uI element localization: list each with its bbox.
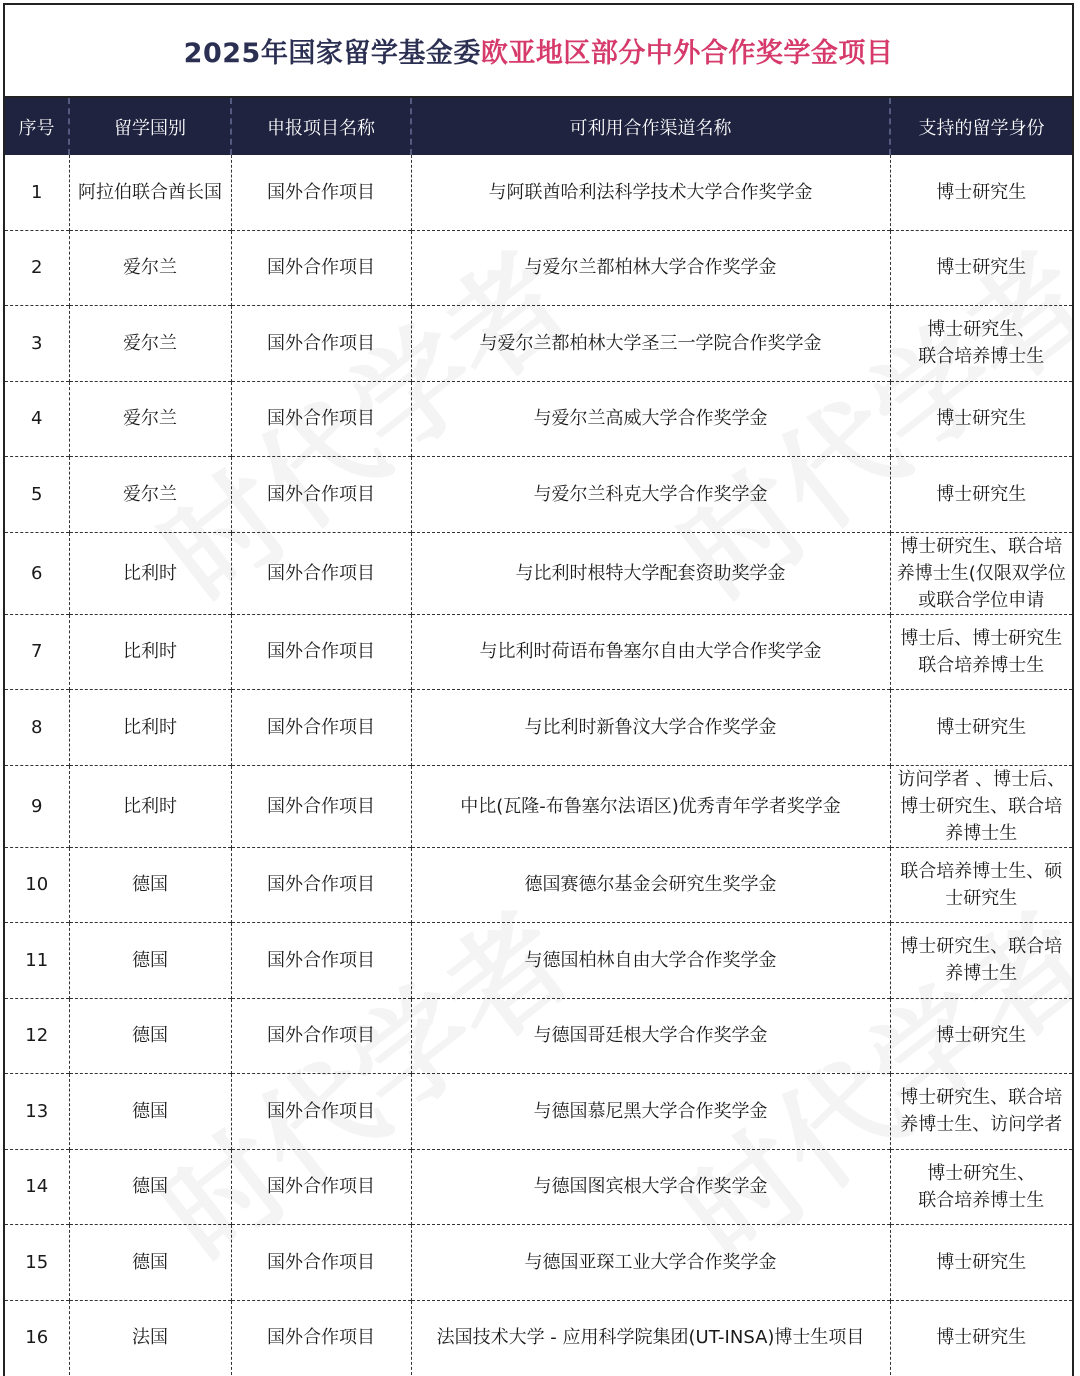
project-name-cell: 国外合作项目: [231, 306, 411, 382]
identity-cell: 博士研究生、 联合培养博士生: [890, 1149, 1072, 1225]
table-row: [5, 1225, 1072, 1301]
channel-name-cell: 与德国图宾根大学合作奖学金: [411, 1149, 890, 1225]
project-name-cell: 国外合作项目: [231, 381, 411, 457]
country-cell: 爱尔兰: [69, 230, 231, 306]
table-header-row: [5, 98, 1072, 155]
identity-cell: 博士研究生、 联合培养博士生: [890, 306, 1072, 382]
country-cell: 比利时: [69, 690, 231, 766]
scholarship-table: [5, 98, 1072, 1375]
identity-cell: 博士研究生: [890, 381, 1072, 457]
header-project: 申报项目名称: [231, 98, 411, 155]
project-name-cell: 国外合作项目: [231, 847, 411, 923]
table-row: [5, 614, 1072, 690]
row-number-cell: 14: [5, 1149, 69, 1225]
identity-cell: 博士研究生: [890, 155, 1072, 230]
country-cell: 法国: [69, 1300, 231, 1375]
row-number-cell: 11: [5, 923, 69, 999]
project-name-cell: 国外合作项目: [231, 690, 411, 766]
project-name-cell: 国外合作项目: [231, 1300, 411, 1375]
table-row: [5, 306, 1072, 382]
country-cell: 比利时: [69, 532, 231, 614]
country-cell: 德国: [69, 1225, 231, 1301]
channel-name-cell: 与爱尔兰科克大学合作奖学金: [411, 457, 890, 533]
header-identity: 支持的留学身份: [890, 98, 1072, 155]
project-name-cell: 国外合作项目: [231, 457, 411, 533]
project-name-cell: 国外合作项目: [231, 998, 411, 1074]
table-row: [5, 230, 1072, 306]
table-row: [5, 765, 1072, 847]
row-number-cell: 4: [5, 381, 69, 457]
page-title: [5, 5, 1072, 98]
project-name-cell: 国外合作项目: [231, 1074, 411, 1150]
channel-name-cell: 与德国柏林自由大学合作奖学金: [411, 923, 890, 999]
header-no: 序号: [5, 98, 69, 155]
country-cell: 阿拉伯联合酋长国: [69, 155, 231, 230]
table-row: [5, 1074, 1072, 1150]
project-name-cell: 国外合作项目: [231, 1225, 411, 1301]
identity-cell: 联合培养博士生、硕士研究生: [890, 847, 1072, 923]
country-cell: 比利时: [69, 614, 231, 690]
identity-cell: 博士研究生: [890, 230, 1072, 306]
project-name-cell: 国外合作项目: [231, 230, 411, 306]
channel-name-cell: 与比利时新鲁汶大学合作奖学金: [411, 690, 890, 766]
table-row: [5, 998, 1072, 1074]
row-number-cell: 13: [5, 1074, 69, 1150]
title-part-accent: 欧亚地区部分中外合作奖学金项目: [480, 38, 894, 69]
channel-name-cell: 德国赛德尔基金会研究生奖学金: [411, 847, 890, 923]
channel-name-cell: 与德国慕尼黑大学合作奖学金: [411, 1074, 890, 1150]
table-row: [5, 923, 1072, 999]
country-cell: 德国: [69, 847, 231, 923]
row-number-cell: 15: [5, 1225, 69, 1301]
table-row: [5, 1149, 1072, 1225]
country-cell: 爱尔兰: [69, 306, 231, 382]
country-cell: 爱尔兰: [69, 381, 231, 457]
country-cell: 德国: [69, 1149, 231, 1225]
country-cell: 德国: [69, 998, 231, 1074]
row-number-cell: 2: [5, 230, 69, 306]
project-name-cell: 国外合作项目: [231, 1149, 411, 1225]
project-name-cell: 国外合作项目: [231, 155, 411, 230]
project-name-cell: 国外合作项目: [231, 765, 411, 847]
row-number-cell: 6: [5, 532, 69, 614]
channel-name-cell: 与比利时荷语布鲁塞尔自由大学合作奖学金: [411, 614, 890, 690]
channel-name-cell: 法国技术大学 - 应用科学院集团(UT-INSA)博士生项目: [411, 1300, 890, 1375]
channel-name-cell: 中比(瓦隆-布鲁塞尔法语区)优秀青年学者奖学金: [411, 765, 890, 847]
identity-cell: 博士研究生、联合培养博士生(仅限双学位或联合学位申请: [890, 532, 1072, 614]
table-row: [5, 847, 1072, 923]
identity-cell: 博士研究生: [890, 1300, 1072, 1375]
row-number-cell: 10: [5, 847, 69, 923]
identity-cell: 博士后、博士研究生 联合培养博士生: [890, 614, 1072, 690]
table-row: [5, 1300, 1072, 1375]
channel-name-cell: 与比利时根特大学配套资助奖学金: [411, 532, 890, 614]
title-part-dark: 2025年国家留学基金委: [183, 38, 481, 69]
table-row: [5, 457, 1072, 533]
header-country: 留学国别: [69, 98, 231, 155]
identity-cell: 博士研究生、联合培养博士生: [890, 923, 1072, 999]
table-row: [5, 532, 1072, 614]
country-cell: 比利时: [69, 765, 231, 847]
channel-name-cell: 与德国亚琛工业大学合作奖学金: [411, 1225, 890, 1301]
identity-cell: 博士研究生: [890, 1225, 1072, 1301]
row-number-cell: 7: [5, 614, 69, 690]
document-sheet: [3, 3, 1074, 1376]
identity-cell: 博士研究生、联合培养博士生、访问学者: [890, 1074, 1072, 1150]
table-row: [5, 381, 1072, 457]
table-row: [5, 155, 1072, 230]
row-number-cell: 1: [31, 181, 43, 203]
country-cell: 德国: [69, 923, 231, 999]
project-name-cell: 国外合作项目: [231, 614, 411, 690]
identity-cell: 访问学者 、博士后、博士研究生、联合培养博士生: [890, 765, 1072, 847]
project-name-cell: 国外合作项目: [231, 923, 411, 999]
identity-cell: 博士研究生: [890, 457, 1072, 533]
row-number-cell: 12: [5, 998, 69, 1074]
identity-cell: 博士研究生: [890, 998, 1072, 1074]
country-cell: 爱尔兰: [69, 457, 231, 533]
country-cell: 德国: [69, 1074, 231, 1150]
header-channel: 可利用合作渠道名称: [411, 98, 890, 155]
row-number-cell: 3: [5, 306, 69, 382]
row-number-cell: 9: [5, 765, 69, 847]
channel-name-cell: 与阿联酋哈利法科学技术大学合作奖学金: [411, 155, 890, 230]
channel-name-cell: 与爱尔兰都柏林大学合作奖学金: [411, 230, 890, 306]
channel-name-cell: 与爱尔兰高威大学合作奖学金: [411, 381, 890, 457]
row-number-cell: 16: [5, 1300, 69, 1375]
channel-name-cell: 与德国哥廷根大学合作奖学金: [411, 998, 890, 1074]
project-name-cell: 国外合作项目: [231, 532, 411, 614]
table-row: [5, 690, 1072, 766]
row-number-cell: 8: [5, 690, 69, 766]
row-number-cell: 5: [5, 457, 69, 533]
channel-name-cell: 与爱尔兰都柏林大学圣三一学院合作奖学金: [411, 306, 890, 382]
identity-cell: 博士研究生: [890, 690, 1072, 766]
